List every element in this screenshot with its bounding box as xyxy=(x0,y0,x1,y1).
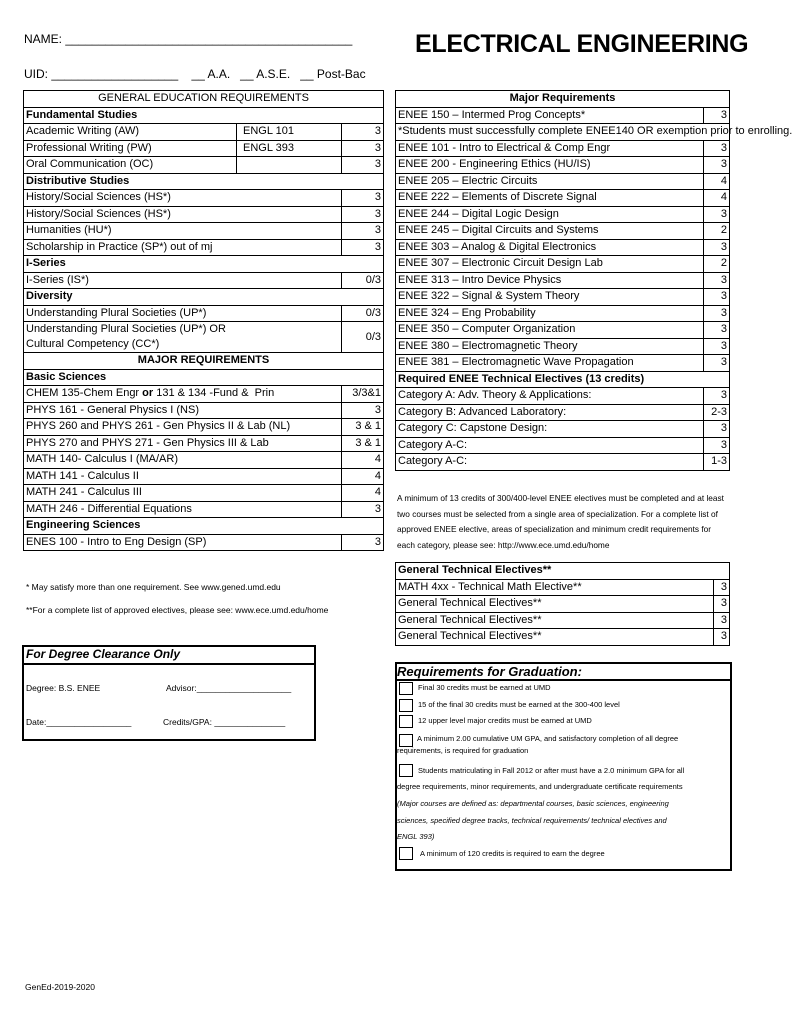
req-matric-2: degree requirements, minor requirements, and undergraduate certificate requirements xyxy=(397,782,683,791)
tech-electives-title: Required ENEE Technical Electives (13 credits) xyxy=(396,371,730,388)
table-row: PHYS 270 and PHYS 271 - Gen Physics III & Lab 3 & 1 xyxy=(24,435,384,452)
major-requirements-table xyxy=(395,90,792,471)
table-row: Understanding Plural Societies (UP*) OR Cultural Competency (CC*) 0/3 xyxy=(24,322,384,353)
table-row: ENEE 313 – Intro Device Physics 3 xyxy=(396,272,730,289)
table-row: ENEE 244 – Digital Logic Design 3 xyxy=(396,206,730,223)
degree-label: Degree: B.S. ENEE xyxy=(26,683,101,693)
clearance-title: For Degree Clearance Only xyxy=(26,647,181,661)
diversity-label: Diversity xyxy=(24,289,384,306)
distributive-label: Distributive Studies xyxy=(24,173,384,190)
table-row: History/Social Sciences (HS*) 3 xyxy=(24,206,384,223)
checkbox-120-credits[interactable] xyxy=(399,847,413,860)
table-row: ENEE 303 – Analog & Digital Electronics 3 xyxy=(396,239,730,256)
graduation-title: Requirements for Graduation: xyxy=(397,664,582,679)
table-row: MATH 140- Calculus I (MA/AR) 4 xyxy=(24,452,384,469)
table-row: PHYS 161 - General Physics I (NS) 3 xyxy=(24,402,384,419)
table-row: CHEM 135-Chem Engr or 131 & 134 -Fund & Prin 3/3&1 xyxy=(24,386,384,403)
table-row: ENEE 245 – Digital Circuits and Systems 2 xyxy=(396,223,730,240)
table-row: Category A: Adv. Theory & Applications: 3 xyxy=(396,388,730,405)
date-field[interactable]: Date:__________________ xyxy=(26,717,132,727)
checkbox-12-upper[interactable] xyxy=(399,715,413,728)
table-row: Category C: Capstone Design: 3 xyxy=(396,421,730,438)
footer-version: GenEd-2019-2020 xyxy=(25,982,95,992)
checkbox-matriculating[interactable] xyxy=(399,764,413,777)
table-row: ENEE 101 - Intro to Electrical & Comp Engr 3 xyxy=(396,140,730,157)
checkbox-final-30[interactable] xyxy=(399,682,413,695)
req-matric-3: (Major courses are defined as: departmental courses, basic sciences, engineering xyxy=(397,799,669,808)
major-req-title: MAJOR REQUIREMENTS xyxy=(24,353,384,370)
table-row: PHYS 260 and PHYS 261 - Gen Physics II & Lab (NL) 3 & 1 xyxy=(24,419,384,436)
uid-line[interactable]: UID: ___________________ __ A.A. __ A.S.E. __ Post-Bac xyxy=(24,67,366,81)
basic-sciences-label: Basic Sciences xyxy=(24,369,384,386)
req-matric-1: Students matriculating in Fall 2012 or after must have a 2.0 minimum GPA for all xyxy=(418,766,685,775)
table-row: Academic Writing (AW) ENGL 101 3 xyxy=(24,124,384,141)
table-row: General Technical Electives** 3 xyxy=(396,596,730,613)
table-row: Category B: Advanced Laboratory: 2-3 xyxy=(396,404,730,421)
tech-electives-note: A minimum of 13 credits of 300/400-level ENEE electives must be completed and at least two courses must be selected from a single area of specialization. For a complete list of approved ENEE elective, areas of specialization and minimum credit requirements for each category, please see: http://www.ece.umd.edu/home xyxy=(397,493,724,550)
clearance-divider xyxy=(22,663,316,665)
table-row: Humanities (HU*) 3 xyxy=(24,223,384,240)
table-row: ENEE 380 – Electromagnetic Theory 3 xyxy=(396,338,730,355)
req-final-30: Final 30 credits must be earned at UMD xyxy=(418,683,551,692)
req-gpa-2: requirements, is required for graduation xyxy=(397,746,529,755)
table-row: ENEE 200 - Engineering Ethics (HU/IS) 3 xyxy=(396,157,730,174)
gen-ed-table xyxy=(23,90,384,551)
req-gpa-1: A minimum 2.00 cumulative UM GPA, and satisfactory completion of all degree xyxy=(417,734,679,743)
table-row: ENEE 381 – Electromagnetic Wave Propagation 3 xyxy=(396,355,730,372)
fundamental-label: Fundamental Studies xyxy=(24,107,384,124)
gen-ed-title: GENERAL EDUCATION REQUIREMENTS xyxy=(24,91,384,108)
table-row: ENEE 324 – Eng Probability 3 xyxy=(396,305,730,322)
table-row: MATH 4xx - Technical Math Elective** 3 xyxy=(396,579,730,596)
table-row: General Technical Electives** 3 xyxy=(396,629,730,646)
note-gened: * May satisfy more than one requirement. See www.gened.umd.edu xyxy=(26,582,281,592)
name-field[interactable]: NAME: ___________________________________________ xyxy=(24,32,353,46)
table-row: ENES 100 - Intro to Eng Design (SP) 3 xyxy=(24,534,384,551)
table-row: Understanding Plural Societies (UP*) 0/3 xyxy=(24,305,384,322)
table-row: MATH 141 - Calculus II 4 xyxy=(24,468,384,485)
note-electives: **For a complete list of approved electives, please see: www.ece.umd.edu/home xyxy=(26,605,329,615)
table-row: ENEE 222 – Elements of Discrete Signal 4 xyxy=(396,190,730,207)
table-row: ENEE 150 – Intermed Prog Concepts* 3 xyxy=(396,107,730,124)
table-row: MATH 241 - Calculus III 4 xyxy=(24,485,384,502)
table-row: General Technical Electives** 3 xyxy=(396,612,730,629)
page-title: ELECTRICAL ENGINEERING xyxy=(415,30,749,58)
table-row: Oral Communication (OC) 3 xyxy=(24,157,384,174)
gen-tech-electives-table xyxy=(395,562,730,646)
table-row: Category A-C: 3 xyxy=(396,437,730,454)
checkbox-15-of-30[interactable] xyxy=(399,699,413,712)
req-120-credits: A minimum of 120 credits is required to earn the degree xyxy=(420,849,605,858)
table-row: ENEE 322 – Signal & System Theory 3 xyxy=(396,289,730,306)
table-row: MATH 246 - Differential Equations 3 xyxy=(24,501,384,518)
req-matric-5: ENGL 393) xyxy=(397,832,435,841)
req-12-upper: 12 upper level major credits must be earned at UMD xyxy=(418,716,592,725)
table-row: ENEE 205 – Electric Circuits 4 xyxy=(396,173,730,190)
table-row: Category A-C: 1-3 xyxy=(396,454,730,471)
table-row: I-Series (IS*) 0/3 xyxy=(24,272,384,289)
table-row: ENEE 350 – Computer Organization 3 xyxy=(396,322,730,339)
iseries-label: I-Series xyxy=(24,256,384,273)
table-row: Scholarship in Practice (SP*) out of mj 3 xyxy=(24,239,384,256)
req-15-of-30: 15 of the final 30 credits must be earned at the 300-400 level xyxy=(418,700,620,709)
gen-tech-title: General Technical Electives** xyxy=(396,563,730,580)
advisor-field[interactable]: Advisor:____________________ xyxy=(166,683,292,693)
enee150-note: *Students must successfully complete ENEE140 OR exemption prior to enrolling. xyxy=(396,124,730,141)
eng-sciences-label: Engineering Sciences xyxy=(24,518,384,535)
table-row: ENEE 307 – Electronic Circuit Design Lab 2 xyxy=(396,256,730,273)
table-row: History/Social Sciences (HS*) 3 xyxy=(24,190,384,207)
table-row: Professional Writing (PW) ENGL 393 3 xyxy=(24,140,384,157)
req-matric-4: sciences, specified degree tracks, technical requirements/ technical electives and xyxy=(397,816,667,825)
credits-gpa-field[interactable]: Credits/GPA: _______________ xyxy=(163,717,286,727)
major-requirements-title: Major Requirements xyxy=(396,91,730,108)
